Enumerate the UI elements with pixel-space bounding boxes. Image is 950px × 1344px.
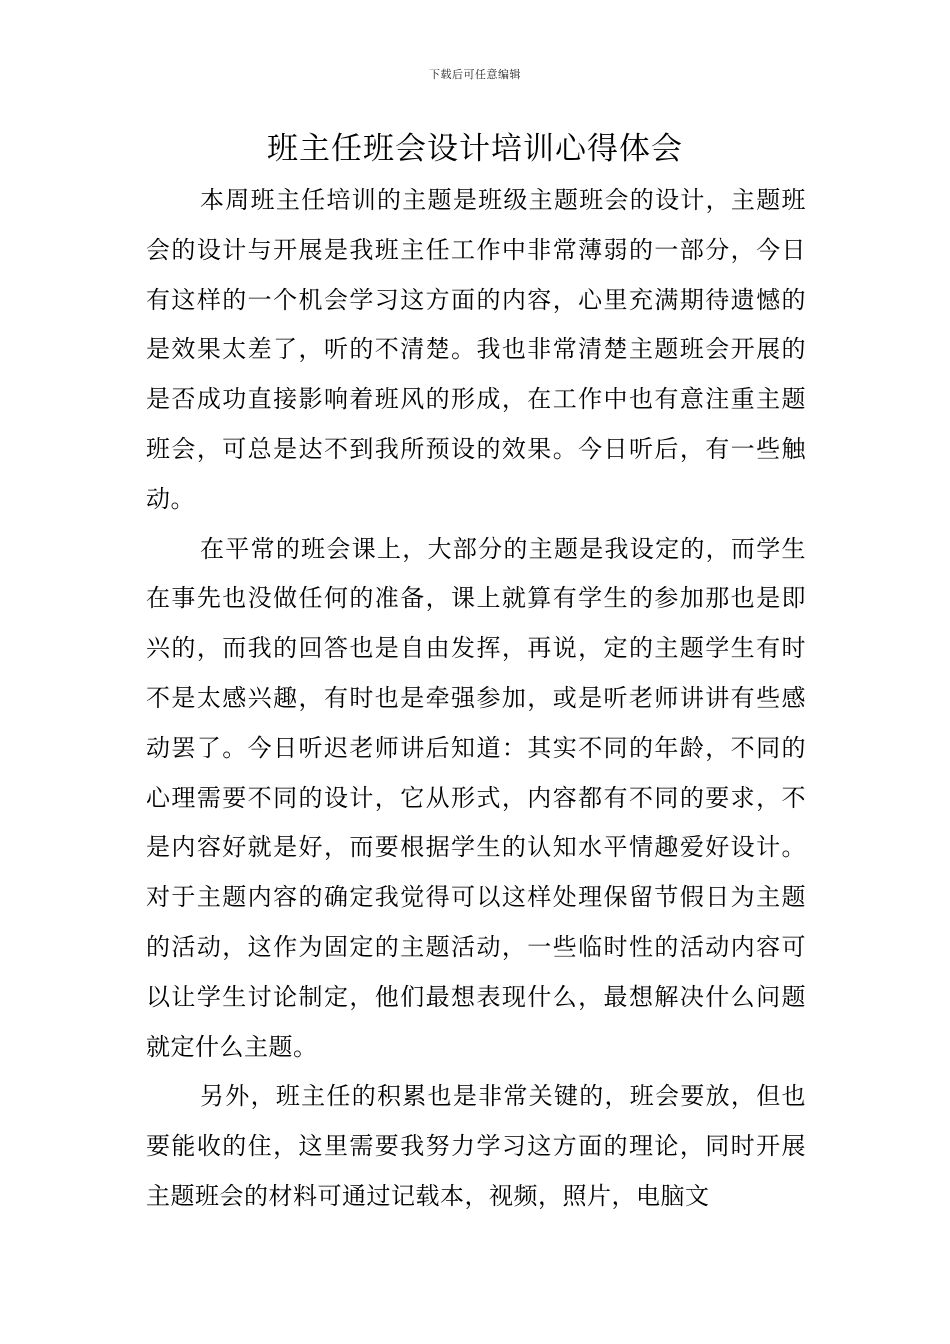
header-note: 下载后可任意编辑 (429, 68, 521, 81)
paragraph-3: 另外，班主任的积累也是非常关键的，班会要放，但也要能收的住，这里需要我努力学习这方面的理论，同时开展主题班会的材料可通过记载本，视频，照片，电脑文 (146, 1082, 806, 1210)
paragraph-2: 在平常的班会课上，大部分的主题是我设定的，而学生在事先也没做任何的准备，课上就算有学生的参加那也是即兴的，而我的回答也是自由发挥，再说，定的主题学生有时不是太感兴趣，有时也是牵强参加，或是听老师讲讲有些感动罢了。今日听迟老师讲后知道：其实不同的年龄，不同的心理需要不同的设计，它从形式，内容都有不同的要求，不是内容好就是好，而要根据学生的认知水平情趣爱好设计。对于主题内容的确定我觉得可以这样处理保留节假日为主题的活动，这作为固定的主题活动，一些临时性的活动内容可以让学生讨论制定，他们最想表现什么，最想解决什么问题就定什么主题。 (146, 534, 806, 1061)
paragraph-1: 本周班主任培训的主题是班级主题班会的设计，主题班会的设计与开展是我班主任工作中非常薄弱的一部分，今日有这样的一个机会学习这方面的内容，心里充满期待遗憾的是效果太差了，听的不清楚。我也非常清楚主题班会开展的是否成功直接影响着班风的形成，在工作中也有意注重主题班会，可总是达不到我所预设的效果。今日听后，有一些触动。 (146, 186, 806, 513)
document-body (146, 176, 806, 1222)
document-title: 班主任班会设计培训心得体会 (267, 131, 683, 167)
